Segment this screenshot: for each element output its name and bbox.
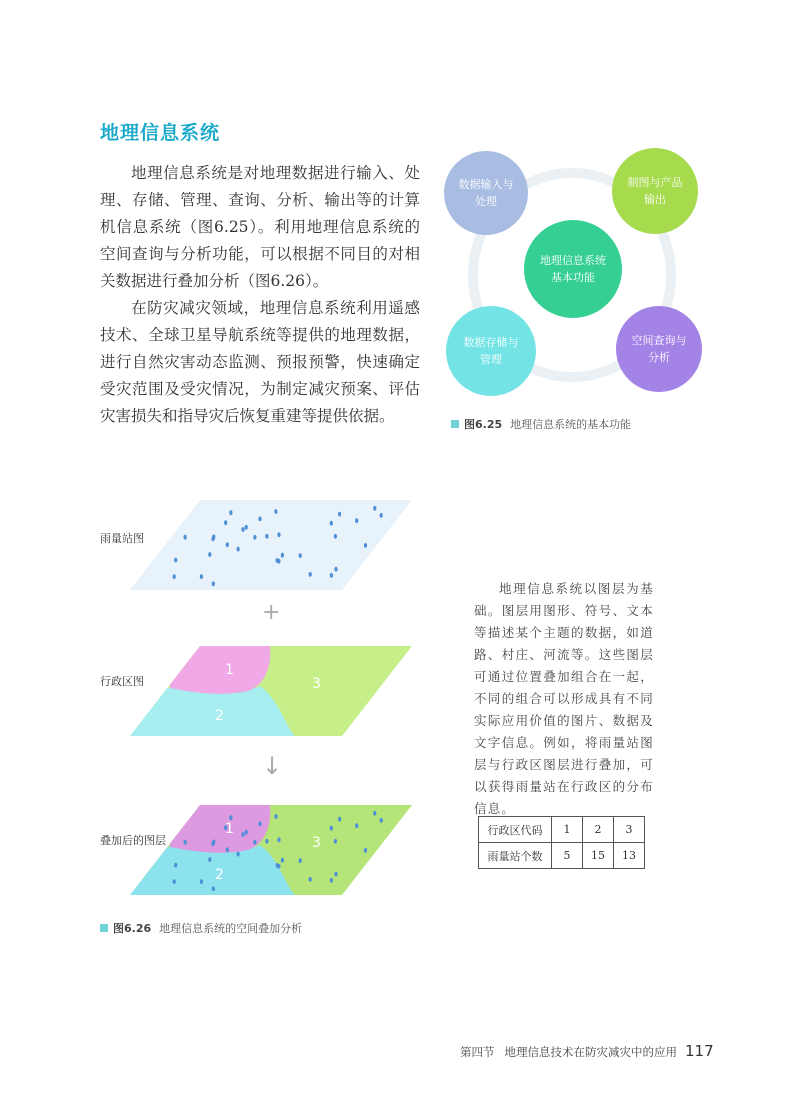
table-cell: 15	[583, 843, 614, 869]
rain-drop-icon	[338, 817, 341, 822]
rain-drop-icon	[373, 811, 376, 816]
data-storage-circle	[446, 306, 536, 396]
table-cell: 13	[614, 843, 645, 869]
rain-drop-icon	[224, 520, 227, 525]
region-1-label: 1	[225, 662, 234, 678]
rain-station-layer	[130, 500, 412, 590]
circle-label: 制图与产品输出	[627, 176, 683, 206]
circle-label: 空间查询与分析	[631, 334, 687, 364]
table-cell: 雨量站个数	[479, 843, 552, 869]
caption-text: 地理信息系统的空间叠加分析	[159, 922, 303, 935]
rain-station-table	[478, 816, 645, 869]
circle-label: 数据存储与管理	[463, 336, 519, 366]
rain-drop-icon	[309, 877, 312, 882]
rain-drop-icon	[274, 509, 277, 514]
caption-number: 图6.26	[113, 922, 152, 935]
rain-drop-icon	[334, 872, 337, 877]
rain-drop-icon	[211, 536, 214, 541]
rain-drop-icon	[373, 506, 376, 511]
rain-drop-icon	[355, 823, 358, 828]
circle-label: 地理信息系统基本功能	[540, 254, 606, 284]
circle-label: 数据输入与处理	[458, 178, 514, 208]
table-row	[479, 817, 645, 843]
rain-drop-icon	[245, 830, 248, 835]
table-row	[479, 843, 645, 869]
rain-drop-icon	[355, 518, 358, 523]
rain-drop-icon	[338, 512, 341, 517]
rain-drop-icon	[265, 839, 268, 844]
rain-drop-icon	[253, 535, 256, 540]
table-cell: 3	[614, 817, 645, 843]
figure-caption-625	[451, 416, 631, 432]
overlay-region-2-label: 2	[215, 867, 224, 883]
footer-title: 地理信息技术在防灾减灾中的应用	[504, 1045, 677, 1059]
caption-marker	[100, 924, 108, 932]
rain-drop-icon	[276, 558, 279, 563]
layer-label-overlay: 叠加后的图层	[100, 834, 166, 847]
rain-drop-icon	[274, 814, 277, 819]
rain-drop-icon	[174, 558, 177, 563]
body-text	[100, 160, 420, 430]
overlay-layer	[130, 805, 412, 895]
table-cell: 2	[583, 817, 614, 843]
rain-drop-icon	[237, 852, 240, 857]
rain-drop-icon	[226, 542, 229, 547]
rain-drop-icon	[276, 863, 279, 868]
data-input-circle	[444, 151, 528, 235]
region-2-label: 2	[215, 708, 224, 724]
plus-sign: +	[262, 600, 281, 625]
rain-drop-icon	[184, 840, 187, 845]
rain-drop-icon	[380, 818, 383, 823]
rain-drop-icon	[364, 848, 367, 853]
table-cell: 行政区代码	[479, 817, 552, 843]
rain-drop-icon	[173, 879, 176, 884]
rain-drop-icon	[229, 815, 232, 820]
rain-drop-icon	[184, 535, 187, 540]
map-output-circle	[612, 148, 698, 234]
page-footer	[460, 1042, 714, 1060]
rain-drop-icon	[334, 534, 337, 539]
rain-drop-icon	[212, 581, 215, 586]
figure-caption-626	[100, 920, 302, 936]
rain-layer-plane	[130, 500, 412, 590]
center-circle	[524, 220, 622, 318]
rain-drop-icon	[226, 847, 229, 852]
rain-drop-icon	[229, 510, 232, 515]
rain-drop-icon	[334, 839, 337, 844]
footer-section: 第四节	[460, 1045, 495, 1059]
rain-drop-icon	[174, 863, 177, 868]
caption-number: 图6.25	[464, 418, 503, 431]
layer-label-admin: 行政区图	[100, 675, 144, 688]
rain-drop-icon	[241, 527, 244, 532]
rain-drop-icon	[208, 552, 211, 557]
section-title: 地理信息系统	[100, 122, 221, 144]
rain-drop-icon	[281, 858, 284, 863]
region-3-label: 3	[312, 676, 321, 692]
rain-drop-icon	[330, 521, 333, 526]
rain-drop-icon	[309, 572, 312, 577]
rain-drop-icon	[258, 517, 261, 522]
rain-drop-icon	[212, 886, 215, 891]
paragraph: 在防灾减灾领域，地理信息系统利用遥感技术、全球卫星导航系统等提供的地理数据，进行自然灾害动态监测、预报预警，快速确定受灾范围及受灾情况，为制定减灾预案、评估灾害损失和指导灾后恢复重建等提供依据。	[100, 299, 420, 425]
rain-drop-icon	[277, 532, 280, 537]
overlay-region-3-label: 3	[312, 835, 321, 851]
admin-region-layer	[130, 646, 412, 736]
rain-drop-icon	[241, 832, 244, 837]
caption-text: 地理信息系统的基本功能	[510, 418, 632, 431]
region-1-fill	[170, 646, 270, 694]
rain-drop-icon	[208, 857, 211, 862]
rain-drop-icon	[281, 553, 284, 558]
rain-drop-icon	[173, 574, 176, 579]
rain-drop-icon	[380, 513, 383, 518]
overlay-region-1	[170, 805, 270, 853]
rain-drop-icon	[200, 879, 203, 884]
table-cell: 1	[552, 817, 583, 843]
rain-drop-icon	[330, 826, 333, 831]
rain-drop-icon	[299, 553, 302, 558]
rain-drop-icon	[200, 574, 203, 579]
caption-marker	[451, 420, 459, 428]
rain-drop-icon	[364, 543, 367, 548]
side-note	[474, 578, 654, 820]
rain-drop-icon	[245, 525, 248, 530]
overlay-region-1-label: 1	[225, 821, 234, 837]
rain-drop-icon	[330, 573, 333, 578]
page-number: 117	[685, 1042, 714, 1060]
down-arrow-icon: ↓	[262, 752, 283, 780]
gis-function-diagram	[440, 146, 702, 404]
layer-label-rain: 雨量站图	[100, 532, 144, 545]
rain-drop-icon	[330, 878, 333, 883]
rain-drop-icon	[253, 840, 256, 845]
rain-drop-icon	[258, 822, 261, 827]
spatial-query-circle	[616, 306, 702, 392]
rain-drop-icon	[211, 841, 214, 846]
paragraph: 地理信息系统是对地理数据进行输入、处理、存储、管理、查询、分析、输出等的计算机信息系统（图6.25）。利用地理信息系统的空间查询与分析功能，可以根据不同目的对相关数据进行叠加分析（图6.26）。	[100, 164, 420, 290]
rain-drop-icon	[237, 547, 240, 552]
rain-drop-icon	[334, 567, 337, 572]
rain-drop-icon	[265, 534, 268, 539]
side-note-text: 地理信息系统以图层为基础。图层用图形、符号、文本等描述某个主题的数据，如道路、村庄、河流等。这些图层可通过位置叠加组合在一起，不同的组合可以形成具有不同实际应用价值的图片、数据及文字信息。例如，将雨量站图层与行政区图层进行叠加，可以获得雨量站在行政区的分布信息。	[474, 581, 654, 816]
rain-drop-icon	[277, 837, 280, 842]
rain-drop-icon	[299, 858, 302, 863]
table-cell: 5	[552, 843, 583, 869]
